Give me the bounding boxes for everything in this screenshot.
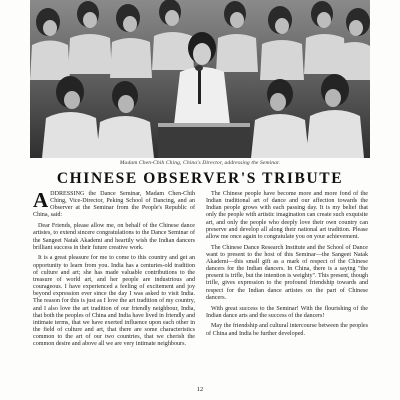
seminar-photo-image	[30, 0, 370, 158]
paragraph: With great success to the Seminar! With the flourishing of the Indian dance arts and the success of the dancers!	[206, 305, 368, 319]
photo-caption: Madam Chen-Chih Ching, China's Director, addressing the Seminar.	[119, 160, 281, 166]
paragraph: The Chinese Dance Research Institute and the School of Dance want to present to the host of this Seminar—the Sangeet Natak Akademi—this small gift as a mark of respect of the Chinese dancers for the Indian dancers. In China, there is a saying "the present is trifle, but the intention is weighty". This present, though trifle, gives expression to the profound friendship towards and respect for the Indian dance artistes on the part of Chinese dancers.	[206, 244, 368, 301]
paragraph-text: DDRESSING the Dance Seminar, Madam Chen-Chih Ching, Vice-Director, Peking School of Dancing, and an Observer at the Seminar from the People's Republic of China, said:	[33, 191, 195, 219]
paragraph: It is a great pleasure for me to come to this country and get an opportunity to learn from you. India has a centuries-old tradition of culture and art; she has made valuable contributions to the treasure of world art, and her people are industrious and courageous. I have experienced a feeling of excitement and joy beyond expression ever since the day I was asked to visit India. The reason for this is just as I love the art tradition of my country, and I also love the art tradition of our friendly neighbour, India, that both the peoples of China and India have lived in friendly and intimate terms, that we have exerted influence upon each other in the field of culture and art, that there are some characteristics common to the art of our two countries, that we cherish the common desire and above all we are very intimate neighbours.	[33, 255, 195, 348]
article-title: CHINESE OBSERVER'S TRIBUTE	[56, 170, 344, 187]
paragraph: The Chinese people have become more and more fond of the Indian traditional art of dance and our affection towards the Indian people grows with each passing day. It is my belief that only the people with artistic imagination can create such exquisite art, and only the people who deeply love their own country can preserve and develop all along their national art tradition. Please allow me once again to congratulate you on your achievement.	[206, 191, 368, 240]
drop-cap: A	[33, 188, 49, 212]
paragraph: May the friendship and cultural intercourse between the peoples of China and India be further developed.	[206, 323, 368, 337]
seminar-photo	[30, 0, 370, 158]
paragraph: Dear Friends, please allow me, on behalf of the Chinese dance artistes, to extend sincere congratulations to the Dance Seminar of the Sangeet Natak Akademi and heartily wish the Indian dancers brilliant success in their future creative work.	[33, 223, 195, 251]
paragraph	[33, 188, 195, 220]
left-column	[33, 188, 195, 352]
page-number: 12	[196, 386, 204, 393]
right-column	[206, 191, 368, 341]
